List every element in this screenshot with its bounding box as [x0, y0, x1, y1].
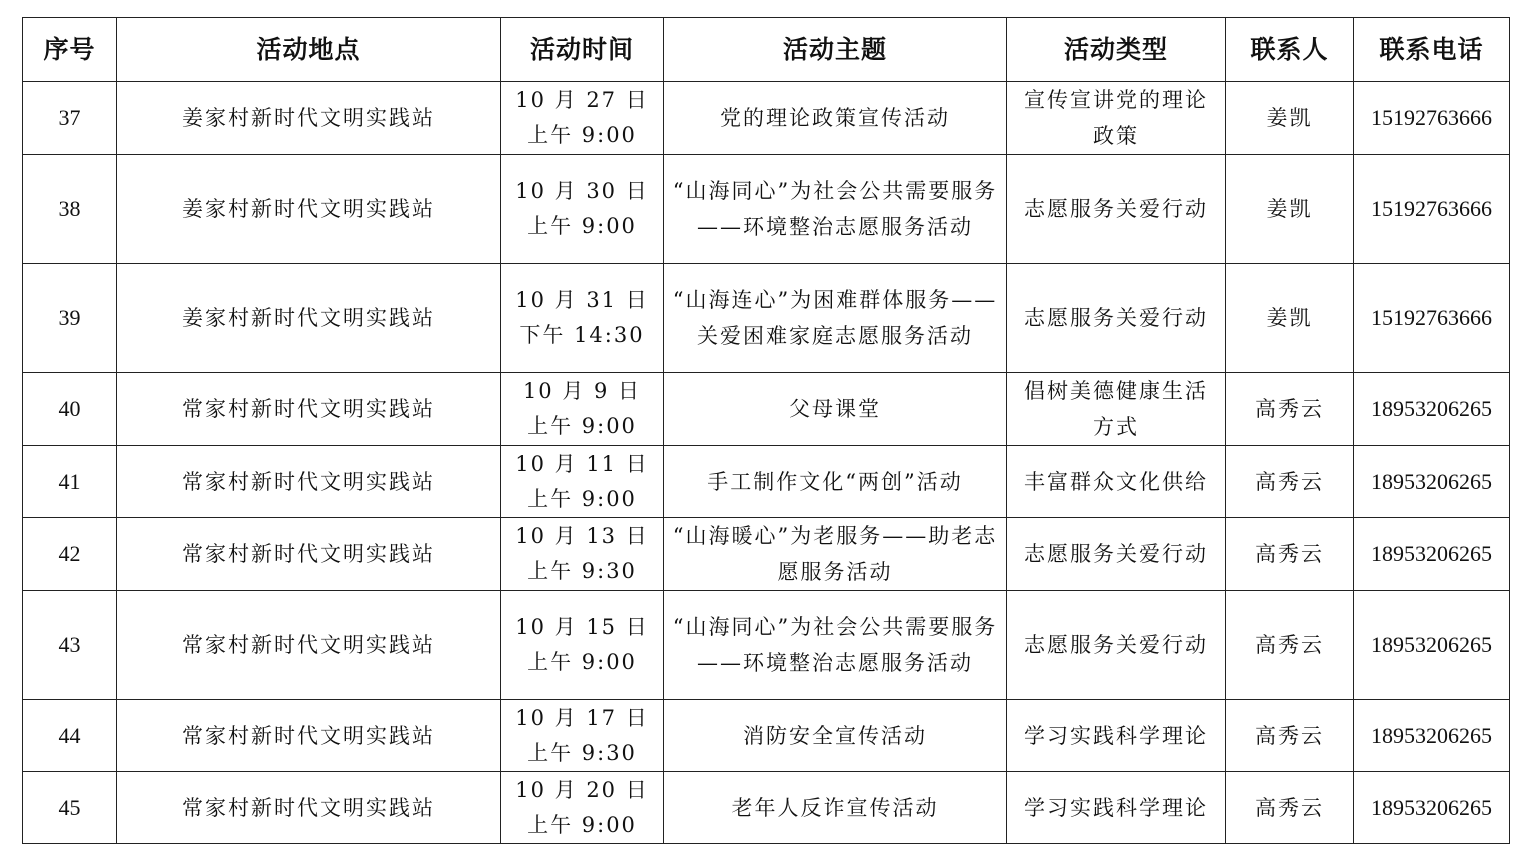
row-location: 常家村新时代文明实践站	[117, 373, 501, 446]
row-theme: 党的理论政策宣传活动	[664, 82, 1007, 155]
header-phone: 联系电话	[1354, 18, 1510, 82]
activity-schedule-table	[22, 17, 1510, 844]
table-row	[23, 373, 1510, 446]
row-phone: 18953206265	[1354, 700, 1510, 772]
row-theme: “山海同心”为社会公共需要服务——环境整治志愿服务活动	[664, 591, 1007, 700]
row-contact: 姜凯	[1226, 82, 1354, 155]
row-contact: 高秀云	[1226, 700, 1354, 772]
row-date: 10 月 11 日	[515, 451, 649, 476]
row-location: 姜家村新时代文明实践站	[117, 264, 501, 373]
row-index: 43	[23, 591, 117, 700]
table-row	[23, 700, 1510, 772]
row-datetime	[501, 700, 664, 772]
row-date: 10 月 31 日	[515, 288, 649, 312]
header-contact: 联系人	[1226, 18, 1354, 82]
table-row	[23, 264, 1510, 373]
table-row	[23, 518, 1510, 591]
row-location: 姜家村新时代文明实践站	[117, 155, 501, 264]
row-date: 10 月 15 日	[515, 615, 649, 639]
table-row	[23, 446, 1510, 518]
row-time: 上午 9:00	[527, 123, 637, 147]
table-row	[23, 155, 1510, 264]
row-type: 丰富群众文化供给	[1007, 446, 1226, 518]
row-datetime	[501, 518, 664, 591]
row-theme: “山海连心”为困难群体服务——关爱困难家庭志愿服务活动	[664, 264, 1007, 373]
row-time: 上午 9:00	[527, 812, 637, 837]
row-phone: 15192763666	[1354, 155, 1510, 264]
header-location: 活动地点	[117, 18, 501, 82]
row-datetime	[501, 591, 664, 700]
row-type: 学习实践科学理论	[1007, 772, 1226, 844]
row-type: 志愿服务关爱行动	[1007, 264, 1226, 373]
row-contact: 高秀云	[1226, 772, 1354, 844]
row-index: 39	[23, 264, 117, 373]
row-date: 10 月 20 日	[515, 777, 649, 802]
row-location: 常家村新时代文明实践站	[117, 446, 501, 518]
row-datetime	[501, 155, 664, 264]
row-theme: “山海同心”为社会公共需要服务——环境整治志愿服务活动	[664, 155, 1007, 264]
row-location: 姜家村新时代文明实践站	[117, 82, 501, 155]
row-contact: 高秀云	[1226, 373, 1354, 446]
row-theme: 手工制作文化“两创”活动	[664, 446, 1007, 518]
table-row	[23, 772, 1510, 844]
row-location: 常家村新时代文明实践站	[117, 518, 501, 591]
row-contact: 高秀云	[1226, 591, 1354, 700]
row-contact: 高秀云	[1226, 446, 1354, 518]
row-time: 上午 9:00	[527, 414, 637, 438]
row-theme: 老年人反诈宣传活动	[664, 772, 1007, 844]
row-index: 44	[23, 700, 117, 772]
row-time: 上午 9:00	[527, 650, 637, 674]
row-theme: 消防安全宣传活动	[664, 700, 1007, 772]
row-date: 10 月 13 日	[515, 524, 649, 548]
row-datetime	[501, 772, 664, 844]
row-theme: “山海暖心”为老服务——助老志愿服务活动	[664, 518, 1007, 591]
row-location: 常家村新时代文明实践站	[117, 772, 501, 844]
row-phone: 15192763666	[1354, 264, 1510, 373]
row-contact: 高秀云	[1226, 518, 1354, 591]
row-time: 下午 14:30	[519, 323, 645, 347]
row-date: 10 月 30 日	[515, 179, 649, 203]
row-phone: 18953206265	[1354, 373, 1510, 446]
row-phone: 18953206265	[1354, 518, 1510, 591]
header-index: 序号	[23, 18, 117, 82]
header-time: 活动时间	[501, 18, 664, 82]
row-datetime	[501, 82, 664, 155]
row-index: 40	[23, 373, 117, 446]
row-type: 志愿服务关爱行动	[1007, 518, 1226, 591]
table-row	[23, 82, 1510, 155]
row-type: 学习实践科学理论	[1007, 700, 1226, 772]
row-phone: 15192763666	[1354, 82, 1510, 155]
header-type: 活动类型	[1007, 18, 1226, 82]
row-time: 上午 9:00	[527, 486, 637, 511]
row-phone: 18953206265	[1354, 446, 1510, 518]
row-index: 45	[23, 772, 117, 844]
table-row	[23, 591, 1510, 700]
row-date: 10 月 27 日	[515, 88, 649, 112]
row-type: 志愿服务关爱行动	[1007, 155, 1226, 264]
row-time: 上午 9:30	[527, 559, 637, 583]
row-datetime	[501, 264, 664, 373]
row-index: 41	[23, 446, 117, 518]
table-header-row	[23, 18, 1510, 82]
row-index: 42	[23, 518, 117, 591]
row-type: 宣传宣讲党的理论政策	[1007, 82, 1226, 155]
row-time: 上午 9:30	[527, 740, 637, 765]
header-theme: 活动主题	[664, 18, 1007, 82]
row-theme: 父母课堂	[664, 373, 1007, 446]
row-datetime	[501, 373, 664, 446]
row-contact: 姜凯	[1226, 155, 1354, 264]
row-phone: 18953206265	[1354, 772, 1510, 844]
row-index: 38	[23, 155, 117, 264]
row-time: 上午 9:00	[527, 214, 637, 238]
row-type: 志愿服务关爱行动	[1007, 591, 1226, 700]
row-datetime	[501, 446, 664, 518]
row-index: 37	[23, 82, 117, 155]
row-date: 10 月 17 日	[515, 705, 649, 730]
row-contact: 姜凯	[1226, 264, 1354, 373]
row-location: 常家村新时代文明实践站	[117, 700, 501, 772]
row-type: 倡树美德健康生活方式	[1007, 373, 1226, 446]
row-location: 常家村新时代文明实践站	[117, 591, 501, 700]
row-phone: 18953206265	[1354, 591, 1510, 700]
row-date: 10 月 9 日	[522, 379, 642, 403]
